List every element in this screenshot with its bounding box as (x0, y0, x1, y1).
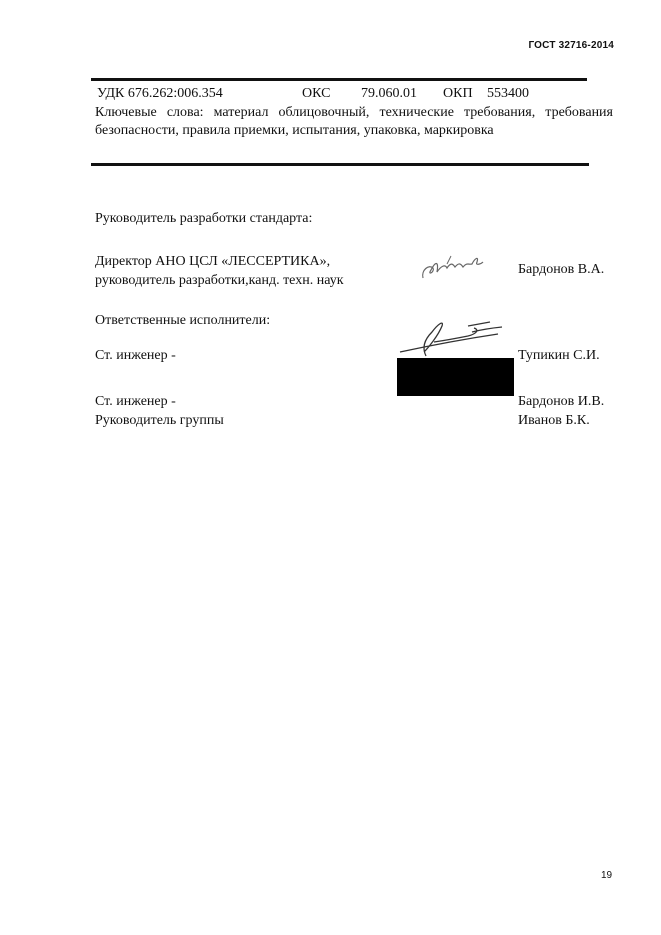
okp-value: 553400 (487, 86, 529, 101)
executor-2-role: Ст. инженер - (95, 394, 176, 409)
bottom-divider (91, 163, 589, 166)
executor-1-role: Ст. инженер - (95, 348, 176, 363)
director-role-line1: Директор АНО ЦСЛ «ЛЕССЕРТИКА», (95, 254, 331, 269)
keywords-paragraph: Ключевые слова: материал облицовочный, технические требования, требования безопасности, правила приемки, испытания, упаковка, маркировка (95, 105, 613, 138)
udk-code: УДК 676.262:006.354 (97, 86, 223, 101)
executor-1-name: Тупикин С.И. (518, 348, 600, 363)
signature-bardonov-va (417, 250, 489, 286)
oks-value: 79.060.01 (361, 86, 417, 101)
executor-2-name: Бардонов И.В. (518, 394, 605, 409)
okp-label: ОКП (443, 86, 473, 101)
page-number: 19 (601, 870, 613, 881)
standard-code: ГОСТ 32716-2014 (528, 40, 614, 51)
signature-tupikin (398, 318, 506, 360)
lead-developer-name: Бардонов В.А. (518, 262, 605, 277)
executors-label: Ответственные исполнители: (95, 313, 271, 328)
executor-3-name: Иванов Б.К. (518, 413, 590, 428)
oks-label: ОКС (302, 86, 331, 101)
executor-3-role: Руководитель группы (95, 413, 224, 428)
lead-developer-label: Руководитель разработки стандарта: (95, 211, 313, 226)
redaction-block (397, 358, 514, 396)
director-role-line2: руководитель разработки,канд. техн. наук (95, 273, 344, 288)
top-divider (91, 78, 587, 81)
